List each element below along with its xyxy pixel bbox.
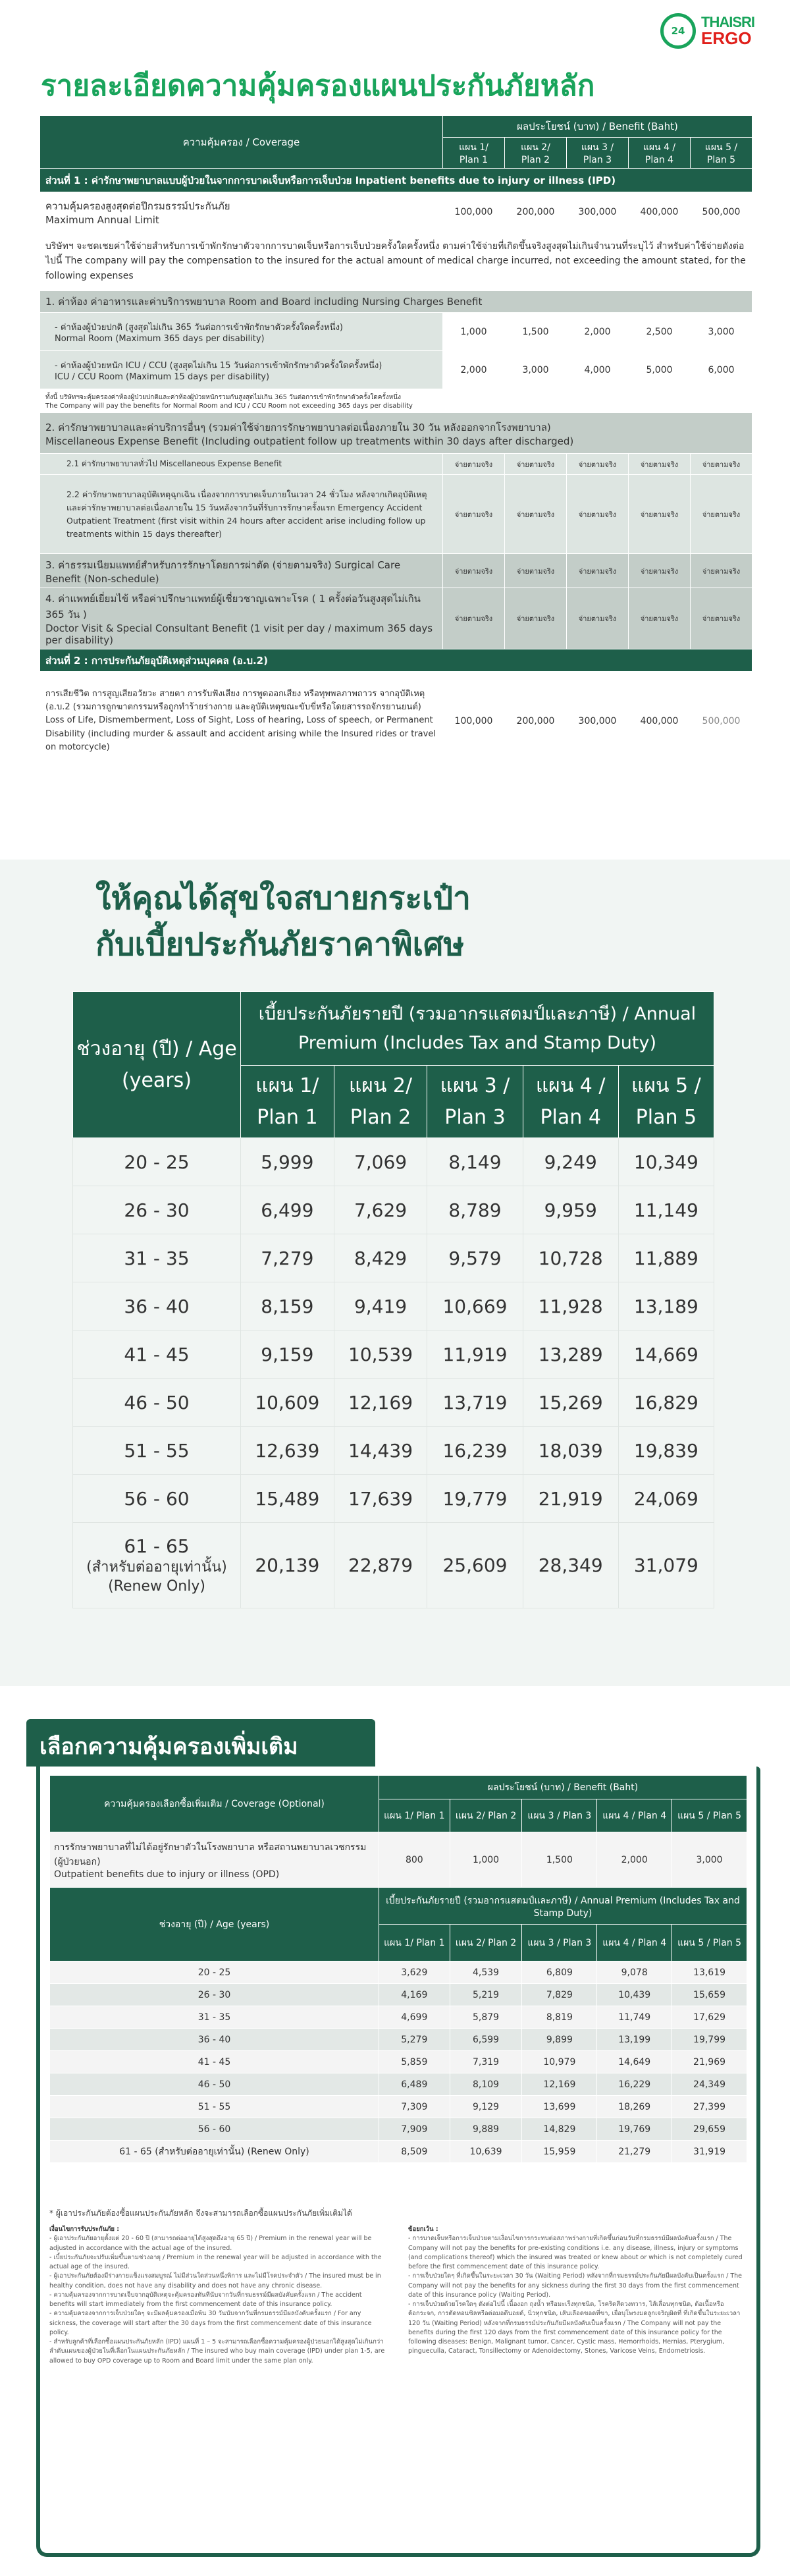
plan-header: แผน 1/ Plan 1 <box>379 1925 450 1961</box>
premium-cell: 12,169 <box>522 2073 597 2096</box>
premium-cell: 13,619 <box>672 1961 747 1984</box>
premium-title <box>95 876 471 968</box>
plan-header: แผน 5 / Plan 5 <box>672 1799 747 1832</box>
icu-value: 3,000 <box>505 351 567 389</box>
premium-row <box>73 1330 714 1379</box>
plan-header: แผน 3 / Plan 3 <box>567 138 629 169</box>
max-limit-value: 500,000 <box>691 192 752 232</box>
icu-value: 6,000 <box>691 351 752 389</box>
renew-note: (สำหรับต่ออายุเท่านั้น) <box>86 1559 227 1576</box>
age-cell: 26 - 30 <box>73 1186 241 1234</box>
opt-premium-row <box>50 2118 747 2141</box>
premium-cell: 9,579 <box>427 1234 523 1282</box>
actual-value: จ่ายตามจริง <box>567 475 629 554</box>
opt-footnote: * ผู้เอาประกันภัยต้องซื้อแผนประกันภัยหลัก จึงจะสามารถเลือกซื้อแผนประกันภัยเพิ่มเติมได้ <box>49 2208 352 2218</box>
exclusion-item: - การเจ็บป่วยด้วยโรคใดๆ ดังต่อไปนี้ เนื้องอก ถุงน้ำ หรือมะเร็งทุกชนิด, โรคริดสีดวงทวาร, ไส้เลื่อนทุกชนิด, ต้อเนื้อหรือต้อกระจก, การตัดทอนซิลหรือต่อมอดีนอยด์, นิ่วทุกชนิด, เส้นเลือดขอดที่ขา, เยื่อบุโพรงมดลูกเจริญผิดที่ ที่เกิดขึ้นในระยะเวลา 120 วัน (Waiting Period) หลังจากที่กรมธรรม์ประกันภัยมีผลบังคับเป็นครั้งแรก / The Company will not pay the benefits during the first 120 days from the first commencement date of this insurance policy for the following diseases: Benign, Malignant tumor, Cancer, Cystic mass, Hemorrhoids, Hernias, Pterygium, pingueculla, Cataract, Tonsillectomy or Adenoidectomy, Stones, Varicose Veins, Endometriosis. <box>408 2301 741 2355</box>
premium-cell: 13,199 <box>597 2029 672 2051</box>
plan-header: แผน 3 / Plan 3 <box>522 1925 597 1961</box>
premium-cell: 10,609 <box>241 1379 334 1427</box>
company-note: บริษัทฯ จะชดเชยค่าใช้จ่ายสำหรับการเข้าพักรักษาตัวจากการบาดเจ็บหรือการเจ็บป่วยครั้งใดครั้งหนึ่ง ตามค่าใช้จ่ายที่เกิดขึ้นจริงสูงสุดไม่เกินจำนวนที่ระบุไว้ สำหรับค่าใช้จ่ายดังต่อไปนี้ The company will pay the compensation to the insured for the actual amount of medical charge incurred, not exceeding the amount stated, for the following expenses <box>40 232 752 291</box>
condition-item: - ผู้เอาประกันภัยต้องมีร่างกายแข็งแรงสมบูรณ์ ไม่มีส่วนใดส่วนหนึ่งพิการ และไม่มีโรคประจำตัว / The insured must be in healthy condition, does not have any disability and does not have any chronic disease. <box>49 2272 381 2289</box>
optional-banner: เลือกความคุ้มครองเพิ่มเติม <box>26 1719 375 1767</box>
premium-cell: 9,959 <box>523 1186 618 1234</box>
plan-header: แผน 4 / Plan 4 <box>629 138 691 169</box>
actual-value: จ่ายตามจริง <box>691 475 752 554</box>
opt-premium-header: เบี้ยประกันภัยรายปี (รวมอากรแสตมป์และภาษี) / Annual Premium (Includes Tax and Stamp Duty) <box>379 1888 747 1925</box>
premium-cell: 7,319 <box>450 2051 522 2073</box>
premium-cell: 6,499 <box>241 1186 334 1234</box>
exclusion-item: - การบาดเจ็บหรือการเจ็บป่วยตามเงื่อนไขการกระทบต่อสภาพร่างกายที่เกิดขึ้นก่อนวันที่กรมธรรม์มีผลบังคับครั้งแรก / The Company will not pay the benefits for pre-existing conditions i.e. any disease, illness, injury or symptoms (and complications thereof) which the insured was treated or knew about or which is not completely cured before the first commencement date of this insurance policy. <box>408 2235 743 2270</box>
premium-cell: 10,979 <box>522 2051 597 2073</box>
opt-premium-row <box>50 2096 747 2118</box>
premium-cell: 10,728 <box>523 1234 618 1282</box>
actual-value: จ่ายตามจริง <box>443 475 505 554</box>
actual-value: จ่ายตามจริง <box>567 588 629 649</box>
benefit-header: ผลประโยชน์ (บาท) / Benefit (Baht) <box>443 116 752 138</box>
premium-cell: 6,599 <box>450 2029 522 2051</box>
premium-cell: 6,809 <box>522 1961 597 1984</box>
premium-cell: 16,239 <box>427 1427 523 1475</box>
item2-1: 2.1 ค่ารักษาพยาบาลทั่วไป Miscellaneous Expense Benefit <box>40 454 443 475</box>
premium-cell: 13,719 <box>427 1379 523 1427</box>
pa-value: 400,000 <box>629 672 691 771</box>
premium-cell: 16,829 <box>618 1379 714 1427</box>
premium-cell: 8,159 <box>241 1282 334 1330</box>
premium-cell: 21,279 <box>597 2141 672 2163</box>
premium-cell: 11,928 <box>523 1282 618 1330</box>
exclusions-block <box>408 2225 747 2357</box>
item2-2: 2.2 ค่ารักษาพยาบาลอุบัติเหตุฉุกเฉิน เนื่องจากการบาดเจ็บภายในเวลา 24 ชั่วโมง หลังจากเกิดอุบัติเหตุ และค่ารักษาพยาบาลต่อเนื่องภายใน 15 วันหลังจากวันที่รับการรักษาครั้งแรก Emergency Accident Outpatient Treatment (first visit within 24 hours after accident arise including follow up treatments within 15 days thereafter) <box>40 475 443 554</box>
premium-cell: 9,889 <box>450 2118 522 2141</box>
optional-section <box>0 1686 790 2576</box>
opt-age-header: ช่วงอายุ (ปี) / Age (years) <box>50 1888 379 1961</box>
actual-value: จ่ายตามจริง <box>443 454 505 475</box>
premium-cell: 15,489 <box>241 1475 334 1523</box>
plan-header: แผน 5 / Plan 5 <box>691 138 752 169</box>
room-value: 2,000 <box>567 313 629 351</box>
opt-premium-row <box>50 2006 747 2029</box>
opd-value: 800 <box>379 1832 450 1888</box>
plan-header: แผน 2/ Plan 2 <box>334 1066 427 1138</box>
premium-cell: 13,289 <box>523 1330 618 1379</box>
premium-cell: 8,509 <box>379 2141 450 2163</box>
actual-value: จ่ายตามจริง <box>567 454 629 475</box>
premium-table <box>72 991 714 1608</box>
opd-value: 2,000 <box>597 1832 672 1888</box>
premium-cell: 9,419 <box>334 1282 427 1330</box>
age-cell: 51 - 55 <box>73 1427 241 1475</box>
premium-cell: 6,489 <box>379 2073 450 2096</box>
age-cell: 20 - 25 <box>50 1961 379 1984</box>
max-limit-value: 300,000 <box>567 192 629 232</box>
premium-title-line2: กับเบี้ยประกันภัยราคาพิเศษ <box>95 927 465 962</box>
plan-header: แผน 2/ Plan 2 <box>450 1799 522 1832</box>
opd-value: 1,500 <box>522 1832 597 1888</box>
opt-premium-row <box>50 2051 747 2073</box>
plan-header: แผน 2/ Plan 2 <box>450 1925 522 1961</box>
age-cell: 31 - 35 <box>50 2006 379 2029</box>
plan-header: แผน 3 / Plan 3 <box>427 1066 523 1138</box>
premium-cell: 25,609 <box>427 1523 523 1608</box>
age-cell: 46 - 50 <box>50 2073 379 2096</box>
condition-item: - ผู้เอาประกันภัยอายุตั้งแต่ 20 - 60 ปี (สามารถต่ออายุได้สูงสุดถึงอายุ 65 ปี) / Premium in the renewal year will be adjusted in accordance with the actual age of the insured. <box>49 2235 372 2252</box>
max-limit-value: 400,000 <box>629 192 691 232</box>
premium-cell: 11,149 <box>618 1186 714 1234</box>
premium-cell: 9,899 <box>522 2029 597 2051</box>
max-limit-value: 100,000 <box>443 192 505 232</box>
age-cell: 41 - 45 <box>50 2051 379 2073</box>
24-hours-icon: 24 <box>660 13 696 49</box>
premium-cell: 27,399 <box>672 2096 747 2118</box>
pa-value: 300,000 <box>567 672 629 771</box>
premium-cell: 13,699 <box>522 2096 597 2118</box>
premium-cell: 9,129 <box>450 2096 522 2118</box>
age-cell: 20 - 25 <box>73 1138 241 1186</box>
opt-premium-row <box>50 2029 747 2051</box>
conditions-title: เงื่อนไขการรับประกันภัย : <box>49 2226 120 2233</box>
exclusion-item: - การเจ็บป่วยใดๆ ที่เกิดขึ้นในระยะเวลา 30 วัน (Waiting Period) หลังจากที่กรมธรรม์ประกันภัยมีผลบังคับเป็นครั้งแรก / The Company will not pay the benefits for any sickness during the first 30 days from the first commencement date of this insurance policy (Waiting Period). <box>408 2272 743 2299</box>
premium-cell: 15,959 <box>522 2141 597 2163</box>
item2-title-th: 2. ค่ารักษาพยาบาลและค่าบริการอื่นๆ (รวมค่าใช้จ่ายการรักษาพยาบาลต่อเนื่องภายใน 30 วัน หลังออกจากโรงพยาบาล) <box>45 421 551 433</box>
actual-value: จ่ายตามจริง <box>505 454 567 475</box>
age-cell: 56 - 60 <box>50 2118 379 2141</box>
premium-cell: 19,779 <box>427 1475 523 1523</box>
premium-cell: 8,429 <box>334 1234 427 1282</box>
room-value: 1,000 <box>443 313 505 351</box>
brand-bottom: ERGO <box>701 28 752 48</box>
premium-cell: 21,919 <box>523 1475 618 1523</box>
opt-premium-row <box>50 2141 747 2163</box>
icu-value: 5,000 <box>629 351 691 389</box>
item1b-en: ICU / CCU Room (Maximum 15 days per disability) <box>55 371 270 382</box>
opt-premium-row <box>50 1961 747 1984</box>
premium-cell: 7,629 <box>334 1186 427 1234</box>
premium-cell: 13,189 <box>618 1282 714 1330</box>
renew-only: (Renew Only) <box>108 1577 205 1595</box>
premium-cell: 22,879 <box>334 1523 427 1608</box>
main-coverage-table <box>40 115 752 771</box>
opt-benefit-header: ผลประโยชน์ (บาท) / Benefit (Baht) <box>379 1776 747 1799</box>
opd-value: 1,000 <box>450 1832 522 1888</box>
room-value: 2,500 <box>629 313 691 351</box>
item1-note-en: The Company will pay the benefits for Normal Room and ICU / CCU Room not exceeding 365 days per disability <box>45 402 413 410</box>
premium-cell: 7,069 <box>334 1138 427 1186</box>
actual-value: จ่ายตามจริง <box>567 554 629 588</box>
coverage-header: ความคุ้มครอง / Coverage <box>40 116 443 169</box>
age-cell-renew <box>73 1523 241 1608</box>
plan-header: แผน 1/ Plan 1 <box>443 138 505 169</box>
actual-value: จ่ายตามจริง <box>691 588 752 649</box>
premium-cell: 14,649 <box>597 2051 672 2073</box>
premium-row <box>73 1186 714 1234</box>
premium-cell: 10,539 <box>334 1330 427 1379</box>
age-cell: 31 - 35 <box>73 1234 241 1282</box>
premium-cell: 3,629 <box>379 1961 450 1984</box>
actual-value: จ่ายตามจริง <box>443 588 505 649</box>
actual-value: จ่ายตามจริง <box>629 554 691 588</box>
plan-header: แผน 3 / Plan 3 <box>522 1799 597 1832</box>
premium-cell: 14,669 <box>618 1330 714 1379</box>
premium-cell: 12,169 <box>334 1379 427 1427</box>
max-limit-en: Maximum Annual Limit <box>45 213 159 226</box>
premium-cell: 17,639 <box>334 1475 427 1523</box>
room-value: 1,500 <box>505 313 567 351</box>
premium-cell: 11,749 <box>597 2006 672 2029</box>
premium-cell: 31,079 <box>618 1523 714 1608</box>
actual-value: จ่ายตามจริง <box>691 554 752 588</box>
max-limit-th: ความคุ้มครองสูงสุดต่อปีกรมธรรม์ประกันภัย <box>45 200 230 212</box>
age-cell: 56 - 60 <box>73 1475 241 1523</box>
item1a-th: - ค่าห้องผู้ป่วยปกติ (สูงสุดไม่เกิน 365 วันต่อการเข้าพักรักษาตัวครั้งใดครั้งหนึ่ง) <box>55 322 343 333</box>
age-cell: 46 - 50 <box>73 1379 241 1427</box>
premium-cell: 4,539 <box>450 1961 522 1984</box>
premium-cell: 5,879 <box>450 2006 522 2029</box>
premium-cell: 16,229 <box>597 2073 672 2096</box>
premium-cell: 18,269 <box>597 2096 672 2118</box>
actual-value: จ่ายตามจริง <box>505 475 567 554</box>
opd-en: Outpatient benefits due to injury or illness (OPD) <box>54 1869 280 1880</box>
actual-value: จ่ายตามจริง <box>629 475 691 554</box>
actual-value: จ่ายตามจริง <box>505 554 567 588</box>
premium-cell: 10,669 <box>427 1282 523 1330</box>
actual-value: จ่ายตามจริง <box>505 588 567 649</box>
actual-value: จ่ายตามจริง <box>691 454 752 475</box>
premium-cell: 17,629 <box>672 2006 747 2029</box>
premium-cell: 14,829 <box>522 2118 597 2141</box>
actual-value: จ่ายตามจริง <box>629 454 691 475</box>
premium-cell: 8,149 <box>427 1138 523 1186</box>
premium-cell: 15,269 <box>523 1379 618 1427</box>
actual-value: จ่ายตามจริง <box>443 554 505 588</box>
premium-cell: 12,639 <box>241 1427 334 1475</box>
condition-item: - สำหรับลูกค้าที่เลือกซื้อแผนประกันภัยหลัก (IPD) แผนที่ 1 – 5 จะสามารถเลือกซื้อความคุ้มครองผู้ป่วยนอกได้สูงสุดไม่เกินกว่าลำดับแผนของผู้ป่วยในที่เลือกในแผนประกันภัยหลัก / The insured who buy main coverage (IPD) under plan 1-5, are allowed to buy OPD coverage up to Room and Board limit under the same plan only. <box>49 2338 385 2365</box>
premium-section <box>0 860 790 1686</box>
plan-header: แผน 5 / Plan 5 <box>672 1925 747 1961</box>
age-cell: 36 - 40 <box>50 2029 379 2051</box>
premium-cell: 7,909 <box>379 2118 450 2141</box>
premium-cell: 4,169 <box>379 1984 450 2006</box>
pa-value: 100,000 <box>443 672 505 771</box>
premium-header: เบี้ยประกันภัยรายปี (รวมอากรแสตมป์และภาษี) / Annual Premium (Includes Tax and Stamp Duty) <box>241 992 714 1066</box>
premium-cell: 10,349 <box>618 1138 714 1186</box>
premium-cell: 5,999 <box>241 1138 334 1186</box>
premium-cell: 24,069 <box>618 1475 714 1523</box>
premium-cell: 9,078 <box>597 1961 672 1984</box>
item1-title: 1. ค่าห้อง ค่าอาหารและค่าบริการพยาบาล Room and Board including Nursing Charges Benefit <box>40 291 752 313</box>
item1b-th: - ค่าห้องผู้ป่วยหนัก ICU / CCU (สูงสุดไม่เกิน 15 วันต่อการเข้าพักรักษาตัวครั้งใดครั้งหนึ่ง) <box>55 360 382 371</box>
premium-cell: 9,249 <box>523 1138 618 1186</box>
premium-cell: 31,919 <box>672 2141 747 2163</box>
condition-item: - ความคุ้มครองจากการเจ็บป่วยใดๆ จะมีผลคุ้มครองเมื่อพ้น 30 วันนับจากวันที่กรมธรรม์มีผลบังคับครั้งแรก / For any sickness, the coverage will start after the 30 days from the first commencement date of this insurance policy. <box>49 2310 372 2336</box>
pa-th: การเสียชีวิต การสูญเสียอวัยวะ สายตา การรับฟังเสียง การพูดออกเสียง หรือทุพพลภาพถาวร จากอุบัติเหตุ (อ.บ.2 (รวมการถูกฆาตกรรมหรือถูกทำร้ายร่างกาย และอุบัติเหตุขณะขับขี่หรือโดยสารรถจักรยานยนต์) <box>45 689 425 713</box>
pa-en: Loss of Life, Dismemberment, Loss of Sight, Loss of hearing, Loss of speech, or Permanent Disability (including murder & assault and accident arising while the Insured rides or travel on motorcycle) <box>45 715 436 752</box>
age-cell: 36 - 40 <box>73 1282 241 1330</box>
plan-header: แผน 1/ Plan 1 <box>241 1066 334 1138</box>
optional-table <box>49 1775 747 2163</box>
premium-cell: 24,349 <box>672 2073 747 2096</box>
premium-cell: 19,799 <box>672 2029 747 2051</box>
page-title: รายละเอียดความคุ้มครองแผนประกันภัยหลัก <box>41 70 595 102</box>
premium-cell: 29,659 <box>672 2118 747 2141</box>
premium-row <box>73 1379 714 1427</box>
premium-cell: 19,839 <box>618 1427 714 1475</box>
premium-cell: 14,439 <box>334 1427 427 1475</box>
item1a-en: Normal Room (Maximum 365 days per disability) <box>55 333 265 344</box>
plan-header: แผน 4 / Plan 4 <box>597 1925 672 1961</box>
actual-value: จ่ายตามจริง <box>629 588 691 649</box>
premium-row <box>73 1475 714 1523</box>
main-coverage-section <box>0 0 790 860</box>
premium-cell: 8,819 <box>522 2006 597 2029</box>
age-cell: 26 - 30 <box>50 1984 379 2006</box>
premium-row <box>73 1282 714 1330</box>
premium-row <box>73 1427 714 1475</box>
premium-row <box>73 1138 714 1186</box>
exclusions-title: ข้อยกเว้น : <box>408 2226 438 2233</box>
opt-premium-row <box>50 1984 747 2006</box>
premium-cell: 20,139 <box>241 1523 334 1608</box>
room-value: 3,000 <box>691 313 752 351</box>
opt-coverage-header: ความคุ้มครองเลือกซื้อเพิ่มเติม / Coverage (Optional) <box>50 1776 379 1832</box>
premium-cell: 7,309 <box>379 2096 450 2118</box>
premium-cell: 10,639 <box>450 2141 522 2163</box>
opd-value: 3,000 <box>672 1832 747 1888</box>
item2-title-en: Miscellaneous Expense Benefit (Including outpatient follow up treatments within 30 days after discharged) <box>45 435 574 447</box>
opd-th: การรักษาพยาบาลที่ไม่ได้อยู่รักษาตัวในโรงพยาบาล หรือสถานพยาบาลเวชกรรม (ผู้ป่วยนอก) <box>54 1842 367 1867</box>
age-cell: 61 - 65 (สำหรับต่ออายุเท่านั้น) (Renew Only) <box>50 2141 379 2163</box>
premium-cell: 21,969 <box>672 2051 747 2073</box>
premium-cell: 8,109 <box>450 2073 522 2096</box>
premium-cell: 11,889 <box>618 1234 714 1282</box>
plan-header: แผน 4 / Plan 4 <box>597 1799 672 1832</box>
age-cell: 51 - 55 <box>50 2096 379 2118</box>
premium-row <box>73 1234 714 1282</box>
renew-age: 61 - 65 <box>124 1535 190 1557</box>
age-header: ช่วงอายุ (ปี) / Age (years) <box>73 992 241 1138</box>
pa-value: 200,000 <box>505 672 567 771</box>
brand-top: THAISRI <box>701 14 754 30</box>
conditions-block <box>49 2225 388 2366</box>
part2-header: ส่วนที่ 2 : การประกันภัยอุบัติเหตุส่วนบุคคล (อ.บ.2) <box>40 649 752 672</box>
plan-header: แผน 2/ Plan 2 <box>505 138 567 169</box>
premium-cell: 8,789 <box>427 1186 523 1234</box>
icu-value: 2,000 <box>443 351 505 389</box>
premium-cell: 19,769 <box>597 2118 672 2141</box>
premium-cell: 5,859 <box>379 2051 450 2073</box>
premium-cell: 5,219 <box>450 1984 522 2006</box>
item4-th: 4. ค่าแพทย์เยี่ยมไข้ หรือค่าปรึกษาแพทย์ผู้เชี่ยวชาญเฉพาะโรค ( 1 ครั้งต่อวันสูงสุดไม่เกิน 365 วัน ) <box>45 593 421 620</box>
condition-item: - ความคุ้มครองจากการบาดเจ็บจากอุบัติเหตุจะคุ้มครองทันทีนับจากวันที่กรมธรรม์มีผลบังคับครั้งแรก / The accident benefits will start immediately from the first commencement date of this insurance policy. <box>49 2291 362 2308</box>
plan-header: แผน 4 / Plan 4 <box>523 1066 618 1138</box>
item3: 3. ค่าธรรมเนียมแพทย์สำหรับการรักษาโดยการผ่าตัด (จ่ายตามจริง) Surgical Care Benefit (Non-schedule) <box>40 554 443 588</box>
thaisri-ergo-logo <box>660 8 769 54</box>
premium-cell: 28,349 <box>523 1523 618 1608</box>
premium-cell: 9,159 <box>241 1330 334 1379</box>
premium-title-line1: ให้คุณได้สุขใจสบายกระเป๋า <box>95 881 471 916</box>
premium-cell: 15,659 <box>672 1984 747 2006</box>
icu-value: 4,000 <box>567 351 629 389</box>
premium-cell: 7,829 <box>522 1984 597 2006</box>
premium-cell: 10,439 <box>597 1984 672 2006</box>
premium-cell: 5,279 <box>379 2029 450 2051</box>
premium-cell: 18,039 <box>523 1427 618 1475</box>
age-cell: 41 - 45 <box>73 1330 241 1379</box>
premium-cell: 11,919 <box>427 1330 523 1379</box>
pa-value: 500,000 <box>691 672 752 771</box>
item4-en: Doctor Visit & Special Consultant Benefit (1 visit per day / maximum 365 days per disability) <box>45 622 433 646</box>
premium-cell: 7,279 <box>241 1234 334 1282</box>
plan-header: แผน 1/ Plan 1 <box>379 1799 450 1832</box>
condition-item: - เบี้ยประกันภัยจะปรับเพิ่มขึ้นตามช่วงอายุ / Premium in the renewal year will be adjusted in accordance with the actual age of the insured. <box>49 2253 382 2270</box>
part1-header: ส่วนที่ 1 : ค่ารักษาพยาบาลแบบผู้ป่วยในจากการบาดเจ็บหรือการเจ็บป่วย Inpatient benefits due to injury or illness (IPD) <box>40 169 752 192</box>
opt-premium-row <box>50 2073 747 2096</box>
plan-header: แผน 5 / Plan 5 <box>618 1066 714 1138</box>
max-limit-value: 200,000 <box>505 192 567 232</box>
premium-cell: 4,699 <box>379 2006 450 2029</box>
item1-note-th: ทั้งนี้ บริษัทฯจะคุ้มครองค่าห้องผู้ป่วยปกติและค่าห้องผู้ป่วยหนักรวมกันสูงสุดไม่เกิน 365 วันต่อการเข้าพักรักษาตัวครั้งใดครั้งหนึ่ง <box>45 393 401 401</box>
